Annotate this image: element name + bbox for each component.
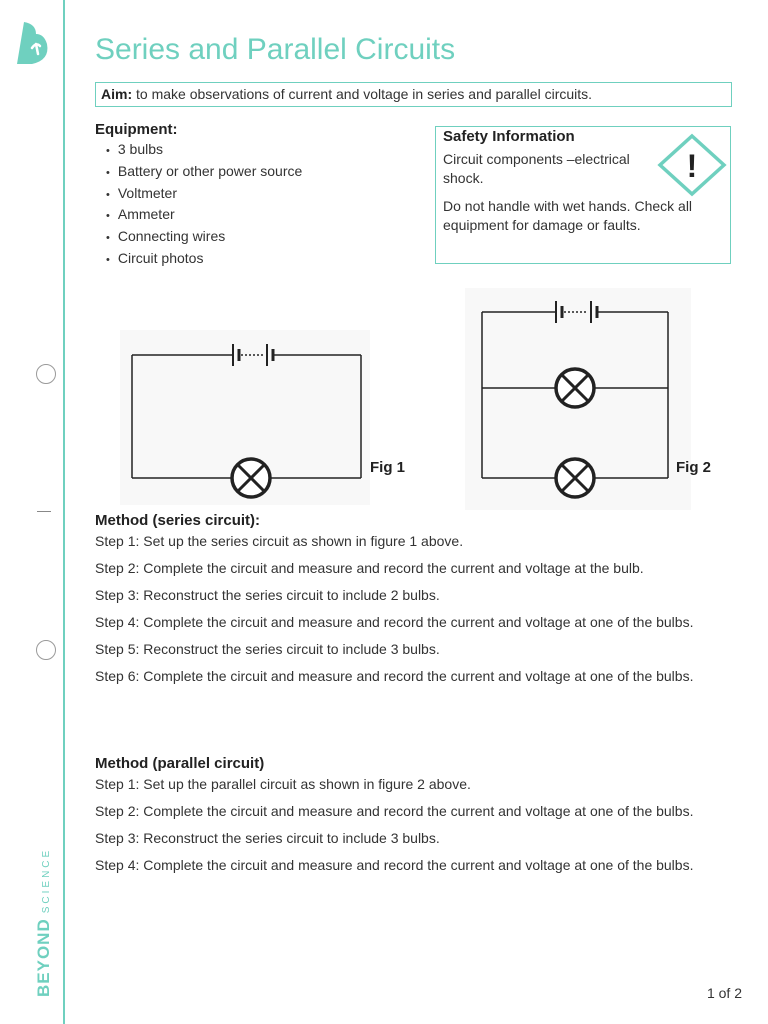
list-item: • Voltmeter: [106, 183, 302, 205]
aim-label: Aim:: [101, 86, 133, 102]
parallel-circuit-diagram: [465, 288, 691, 510]
list-item: • 3 bulbs: [106, 139, 302, 161]
parallel-step-2: Step 2: Complete the circuit and measure and record the current and voltage at one of the bulbs.: [95, 803, 694, 819]
bulb-icon: [556, 459, 594, 497]
safety-box: [435, 126, 731, 264]
safety-hazard-text: Circuit components –electrical shock.: [443, 151, 630, 186]
parallel-method-section: [95, 754, 732, 883]
page-number: 1 of 2: [706, 985, 742, 1001]
series-step-3: Step 3: Reconstruct the series circuit to include 2 bulbs.: [95, 587, 440, 603]
brand-wordmark: [34, 848, 54, 997]
series-step-2: Step 2: Complete the circuit and measure and record the current and voltage at the bulb.: [95, 560, 644, 576]
page-title: Series and Parallel Circuits: [95, 33, 456, 66]
series-step-6: Step 6: Complete the circuit and measure and record the current and voltage at one of the bulbs.: [95, 668, 694, 684]
parallel-step-3: Step 3: Reconstruct the series circuit to include 3 bulbs.: [95, 830, 440, 846]
aim-text: to make observations of current and voltage in series and parallel circuits.: [136, 86, 593, 102]
punch-hole-top: [36, 364, 56, 384]
safety-advice-text: Do not handle with wet hands. Check all equipment for damage or faults.: [443, 198, 693, 233]
list-item: • Connecting wires: [106, 226, 302, 248]
series-step-5: Step 5: Reconstruct the series circuit to include 3 bulbs.: [95, 641, 440, 657]
fold-mark: [37, 511, 51, 512]
warning-symbol: !: [686, 148, 698, 184]
parallel-step-1: Step 1: Set up the parallel circuit as shown in figure 2 above.: [95, 776, 471, 792]
brand-subtitle: SCIENCE: [41, 847, 52, 914]
equipment-heading: Equipment:: [95, 121, 178, 138]
warning-icon: [657, 133, 727, 197]
list-item: • Battery or other power source: [106, 161, 302, 183]
parallel-method-heading: Method (parallel circuit): [95, 755, 265, 772]
bulb-icon: [556, 369, 594, 407]
punch-hole-bottom: [36, 640, 56, 660]
parallel-step-4: Step 4: Complete the circuit and measure and record the current and voltage at one of the bulbs.: [95, 857, 694, 873]
series-method-heading: Method (series circuit):: [95, 512, 261, 529]
fig1-label: Fig 1: [370, 459, 406, 476]
brand-name: BEYOND: [34, 918, 53, 997]
series-step-1: Step 1: Set up the series circuit as shown in figure 1 above.: [95, 533, 464, 549]
series-method-section: [95, 511, 732, 694]
aim-box: [95, 82, 732, 107]
series-circuit-diagram: [120, 330, 370, 505]
series-step-4: Step 4: Complete the circuit and measure and record the current and voltage at one of the bulbs.: [95, 614, 694, 630]
fig2-label: Fig 2: [676, 459, 712, 476]
list-item: • Ammeter: [106, 204, 302, 226]
beyond-logo-icon: [14, 20, 52, 66]
equipment-list: [106, 139, 302, 270]
safety-heading: Safety Information: [443, 128, 575, 145]
bulb-icon: [232, 459, 270, 497]
list-item: • Circuit photos: [106, 248, 302, 270]
margin-rule: [63, 0, 65, 1024]
